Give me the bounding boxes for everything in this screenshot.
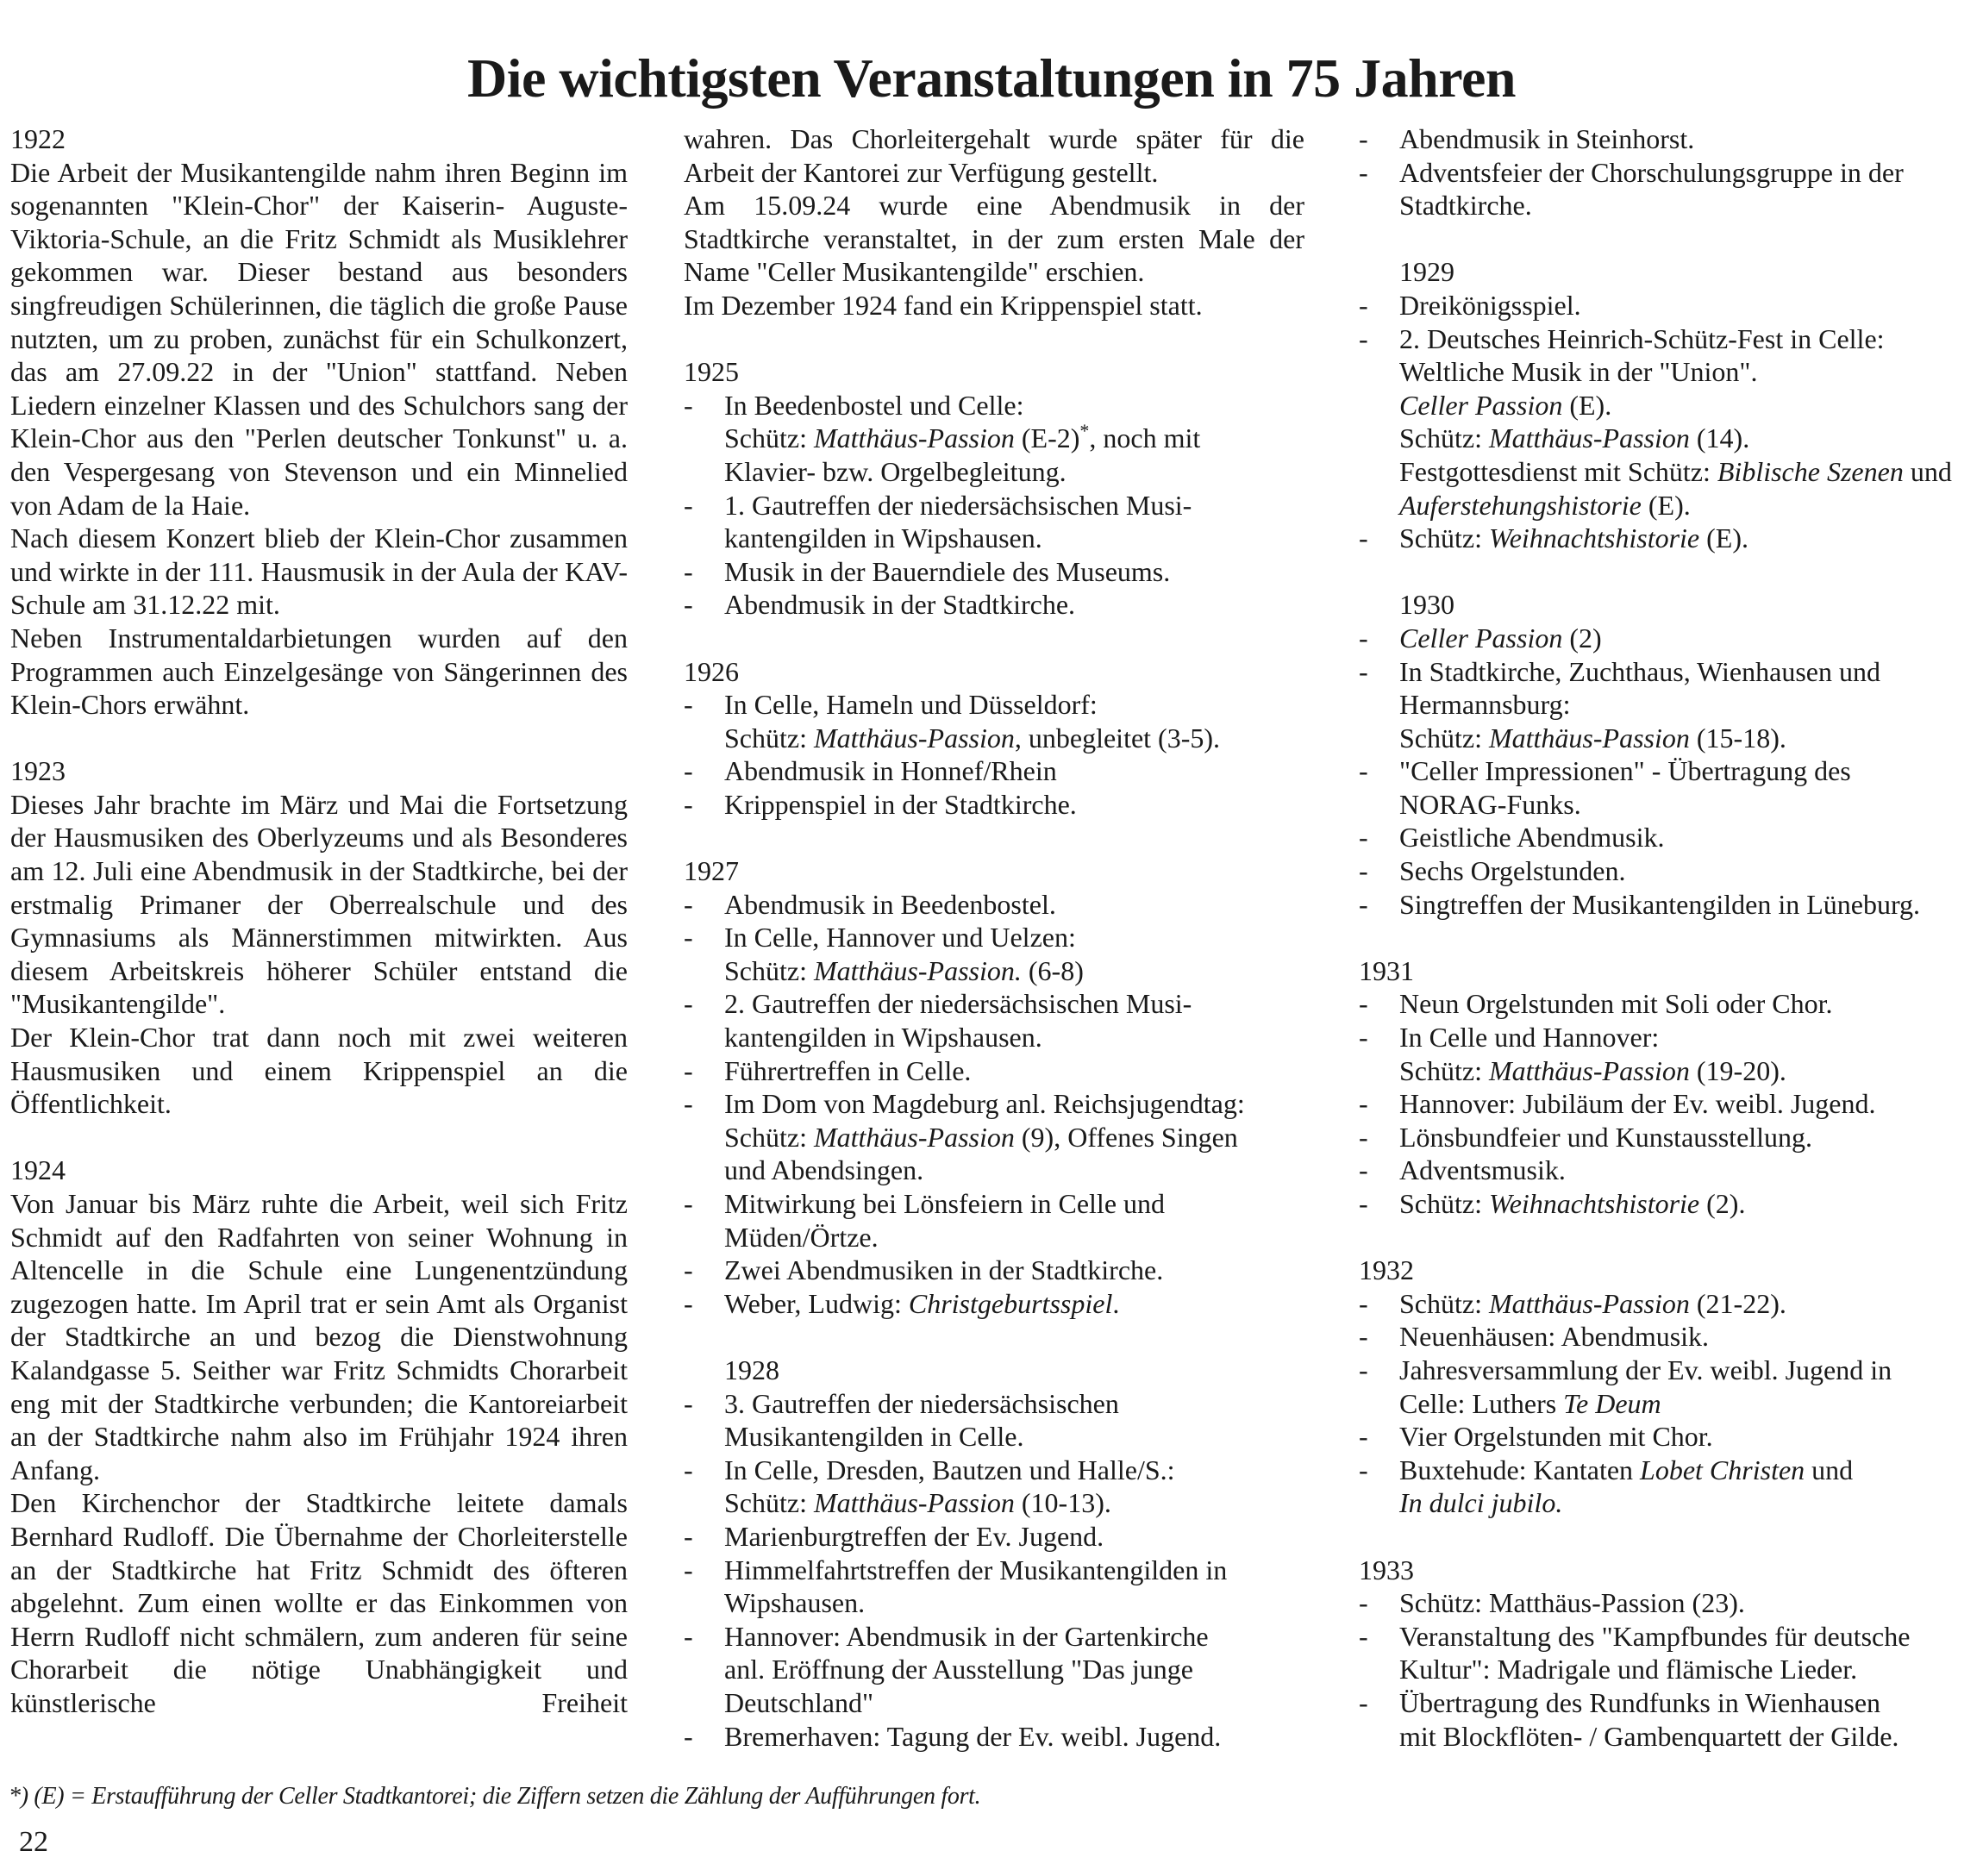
- year-heading: 1926: [684, 655, 739, 687]
- list-item: [1359, 1121, 1980, 1154]
- item-text: 2. Gautreffen der niedersächsischen Musi-: [724, 988, 1192, 1020]
- item-text: [1399, 1486, 1980, 1520]
- item-text: Hannover: Abendmusik in der Gartenkirche: [724, 1620, 1209, 1652]
- item-text: Veranstaltung des "Kampfbundes für deutsche: [1399, 1620, 1911, 1652]
- text-fragment: und: [1903, 455, 1952, 487]
- work-title: Biblische Szenen: [1717, 455, 1904, 487]
- list-item: [684, 788, 1304, 822]
- list-dash: -: [1359, 1188, 1368, 1219]
- item-text: [724, 1287, 1304, 1321]
- item-text: Musik in der Bauerndiele des Museums.: [724, 555, 1171, 587]
- item-text: anl. Eröffnung der Ausstellung "Das junge: [724, 1654, 1193, 1685]
- list-item: [1359, 1354, 1980, 1420]
- item-text: [1399, 1387, 1980, 1421]
- year-heading: 1929: [1399, 256, 1454, 288]
- item-text: In Beedenbostel und Celle:: [724, 389, 1024, 421]
- list-item: [1359, 1021, 1980, 1087]
- text-fragment: Schütz:: [724, 954, 814, 986]
- paragraph: Von Januar bis März ruhte die Arbeit, weil sich Fritz Schmidt auf den Radfahrten von seiner Wohnung in Altencelle in die Schule eine Lungenentzündung zugezogen hatte. Im April trat er sein Amt als Organist der Stadtkirche an und bezog die Dienstwohnung Kalandgasse 5. Seither war Fritz Schmidts Chorarbeit eng mit der Stadtkirche verbunden; die Kantoreiarbeit an der Stadtkirche nahm also im Frühjahr 1924 ihren Anfang.: [10, 1188, 628, 1485]
- column-left: [10, 122, 628, 1720]
- work-title: Matthäus-Passion: [813, 1121, 1015, 1153]
- text-fragment: (2): [1562, 622, 1602, 653]
- text-fragment: Schütz:: [724, 422, 814, 454]
- item-text: In Celle und Hannover:: [1399, 1022, 1660, 1054]
- text-fragment: (E).: [1641, 489, 1691, 521]
- list-dash: -: [1359, 1421, 1368, 1453]
- text-fragment: (E-2): [1014, 422, 1080, 454]
- list-dash: -: [684, 922, 693, 954]
- item-text: Adventsfeier der Chorschulungsgruppe in der: [1399, 156, 1904, 188]
- item-text: Klavier- bzw. Orgelbegleitung.: [724, 455, 1067, 487]
- item-text: Führertreffen in Celle.: [724, 1054, 972, 1086]
- item-text: Abendmusik in Honnef/Rhein: [724, 755, 1057, 787]
- list-dash: -: [684, 1720, 693, 1752]
- work-title: Weihnachtshistorie: [1488, 1188, 1700, 1219]
- text-fragment: Schütz:: [724, 722, 814, 754]
- list-item: [1359, 1287, 1980, 1321]
- paragraph: Neben Instrumentaldarbietungen wurden auf den Programmen auch Einzelgesänge von Sängerinnen des Klein-Chors erwähnt.: [10, 622, 628, 721]
- list-item: [684, 688, 1304, 754]
- page-title: Die wichtigsten Veranstaltungen in 75 Jahren: [466, 47, 1517, 109]
- list-dash: -: [684, 1520, 693, 1552]
- item-text: Dreikönigsspiel.: [1399, 289, 1581, 321]
- list-item: [1359, 655, 1980, 755]
- item-text: 1. Gautreffen der niedersächsischen Musi-: [724, 489, 1192, 521]
- list-dash: -: [1359, 322, 1368, 354]
- list-dash: -: [1359, 1354, 1368, 1385]
- list-dash: -: [684, 1088, 693, 1120]
- work-title: Lobet Christen: [1640, 1454, 1805, 1485]
- year-section-1929: [1359, 255, 1980, 554]
- year-section-1924: [10, 1154, 628, 1719]
- list-dash: -: [684, 489, 693, 521]
- list-item: [684, 888, 1304, 922]
- work-title: Matthäus-Passion.: [813, 954, 1022, 986]
- list-item: [684, 389, 1304, 489]
- item-text: Abendmusik in Beedenbostel.: [724, 888, 1056, 920]
- item-text: Zwei Abendmusiken in der Stadtkirche.: [724, 1254, 1164, 1286]
- list-dash: -: [1359, 822, 1368, 854]
- list-dash: -: [684, 788, 693, 820]
- paragraph: Dieses Jahr brachte im März und Mai die Fortsetzung der Hausmusiken des Oberlyzeums und als Besonderes am 12. Juli eine Abendmusik in der Stadtkirche, bei der erstmalig Primaner der Oberrealschule und des Gymnasiums als Männerstimmen mitwirkten. Aus diesem Arbeitskreis höherer Schüler entstand die "Musikantengilde".: [10, 788, 628, 1020]
- item-text: "Celler Impressionen" - Übertragung des: [1399, 755, 1851, 787]
- list-dash: -: [1359, 1686, 1368, 1718]
- list-item: [684, 1287, 1304, 1321]
- list-dash: -: [684, 389, 693, 421]
- list-dash: -: [1359, 1454, 1368, 1485]
- item-text: Musikantengilden in Celle.: [724, 1421, 1024, 1453]
- work-title: Matthäus-Passion: [1488, 1054, 1690, 1086]
- text-fragment: und: [1805, 1454, 1854, 1485]
- list-item: [684, 1254, 1304, 1287]
- text-fragment: Buxtehude: Kantaten: [1399, 1454, 1641, 1485]
- list-item: [1359, 754, 1980, 821]
- list-item: [1359, 1320, 1980, 1354]
- work-title: Matthäus-Passion: [1488, 1287, 1690, 1319]
- item-text: Abendmusik in Steinhorst.: [1399, 123, 1695, 154]
- work-title: Auferstehungshistorie: [1399, 489, 1642, 521]
- list-item: [684, 588, 1304, 622]
- list-dash: -: [1359, 1587, 1368, 1619]
- item-text: In Celle, Dresden, Bautzen und Halle/S.:: [724, 1454, 1175, 1485]
- list-item: [1359, 1154, 1980, 1187]
- text-fragment: Schütz:: [1399, 1287, 1489, 1319]
- item-text: Jahresversammlung der Ev. weibl. Jugend in: [1399, 1354, 1892, 1385]
- list-dash: -: [684, 1454, 693, 1485]
- list-item: [684, 1520, 1304, 1554]
- year-heading: 1931: [1359, 954, 1414, 986]
- year-heading: 1925: [684, 356, 739, 388]
- list-item: [684, 921, 1304, 987]
- text-fragment: Schütz:: [1399, 422, 1489, 454]
- item-text: kantengilden in Wipshausen.: [724, 1022, 1042, 1054]
- work-title: Matthäus-Passion: [813, 422, 1015, 454]
- list-item: [1359, 888, 1980, 922]
- item-text: [1399, 489, 1980, 522]
- column-right: [1359, 122, 1980, 1753]
- work-title: In dulci jubilo.: [1399, 1487, 1563, 1519]
- item-text: [1399, 389, 1980, 422]
- item-text: Neuenhäusen: Abendmusik.: [1399, 1321, 1710, 1353]
- year-heading: 1933: [1359, 1554, 1414, 1585]
- item-text: Vier Orgelstunden mit Chor.: [1399, 1421, 1713, 1453]
- year-section-1923: [10, 754, 628, 1121]
- list-item: [1359, 1420, 1980, 1454]
- item-text: Geistliche Abendmusik.: [1399, 822, 1665, 854]
- work-title: Te Deum: [1563, 1387, 1661, 1419]
- list-dash: -: [1359, 655, 1368, 687]
- paragraph: Den Kirchenchor der Stadtkirche leitete damals Bernhard Rudloff. Die Übernahme der Chorleiterstelle an der Stadtkirche hat Fritz Schmidt des öfteren abgelehnt. Zum einen wollte er das Einkommen von Herrn Rudloff nicht schmälern, zum anderen für seine Chorarbeit die nötige Unabhängigkeit und künstlerische Freiheit: [10, 1487, 628, 1718]
- work-title: Celler Passion: [1399, 389, 1563, 421]
- list-dash: -: [1359, 855, 1368, 887]
- list-dash: -: [1359, 1022, 1368, 1054]
- year-section-1933: [1359, 1554, 1980, 1754]
- item-text: Müden/Örtze.: [724, 1221, 879, 1253]
- list-dash: -: [1359, 1287, 1368, 1319]
- list-item: [1359, 854, 1980, 888]
- list-dash: -: [684, 1620, 693, 1652]
- text-fragment: Schütz:: [1399, 722, 1489, 754]
- year-section-1930: [1359, 588, 1980, 921]
- text-fragment: Schütz:: [1399, 1188, 1489, 1219]
- list-item: [684, 1187, 1304, 1254]
- year-heading: 1922: [10, 123, 66, 154]
- year-section-1922: [10, 122, 628, 722]
- list-item: [684, 1720, 1304, 1754]
- list-dash: -: [1359, 988, 1368, 1020]
- item-text: Übertragung des Rundfunks in Wienhausen: [1399, 1686, 1881, 1718]
- item-text: Neun Orgelstunden mit Soli oder Chor.: [1399, 988, 1833, 1020]
- list-item: [1359, 289, 1980, 322]
- list-dash: -: [1359, 1620, 1368, 1652]
- year-heading: 1930: [1399, 589, 1454, 621]
- item-text: Marienburgtreffen der Ev. Jugend.: [724, 1520, 1104, 1552]
- list-item: [1359, 156, 1980, 222]
- text-fragment: .: [1112, 1287, 1120, 1319]
- item-text: [724, 954, 1304, 988]
- list-dash: -: [1359, 755, 1368, 787]
- list-item: [684, 1087, 1304, 1187]
- list-dash: -: [1359, 1321, 1368, 1353]
- work-title: Matthäus-Passion: [813, 1487, 1015, 1519]
- list-dash: -: [1359, 522, 1368, 554]
- list-item: [1359, 322, 1980, 522]
- text-fragment: (E).: [1562, 389, 1612, 421]
- item-text: [1399, 1187, 1980, 1221]
- year-section-1927: [684, 854, 1304, 1320]
- item-text: Hermannsburg:: [1399, 689, 1571, 721]
- list-dash: -: [1359, 1088, 1368, 1120]
- paragraph: Im Dezember 1924 fand ein Krippenspiel statt.: [684, 289, 1203, 321]
- item-text: [1399, 1054, 1980, 1088]
- text-fragment: , unbegleitet (3-5).: [1014, 722, 1221, 754]
- list-dash: -: [1359, 888, 1368, 920]
- list-dash: -: [684, 1554, 693, 1585]
- item-text: In Celle, Hannover und Uelzen:: [724, 922, 1076, 954]
- page-number: 22: [19, 1826, 48, 1858]
- item-text: [1399, 722, 1980, 755]
- list-dash: -: [1359, 1121, 1368, 1153]
- item-text: [1399, 422, 1980, 455]
- year-heading: 1928: [724, 1354, 779, 1385]
- text-fragment: Celle: Luthers: [1399, 1387, 1564, 1419]
- list-dash: -: [1359, 156, 1368, 188]
- year-heading: 1927: [684, 855, 739, 887]
- work-title: Celler Passion: [1399, 622, 1563, 653]
- item-text: Abendmusik in der Stadtkirche.: [724, 589, 1076, 621]
- list-dash: -: [1359, 1154, 1368, 1186]
- item-text: Krippenspiel in der Stadtkirche.: [724, 788, 1077, 820]
- item-text: In Stadtkirche, Zuchthaus, Wienhausen und: [1399, 655, 1880, 687]
- year-heading: 1932: [1359, 1254, 1414, 1286]
- item-text: [1399, 622, 1980, 655]
- item-text: Mitwirkung bei Lönsfeiern in Celle und: [724, 1188, 1166, 1219]
- item-text: [724, 1486, 1304, 1520]
- item-text: Schütz: Matthäus-Passion (23).: [1399, 1587, 1745, 1619]
- text-fragment: , noch mit: [1089, 422, 1201, 454]
- item-text: Himmelfahrtstreffen der Musikantengilden in: [724, 1554, 1228, 1585]
- item-text: In Celle, Hameln und Düsseldorf:: [724, 689, 1098, 721]
- item-text: kantengilden in Wipshausen.: [724, 522, 1042, 554]
- item-text: Hannover: Jubiläum der Ev. weibl. Jugend.: [1399, 1088, 1876, 1120]
- text-fragment: (2).: [1699, 1188, 1746, 1219]
- item-text: und Abendsingen.: [724, 1154, 924, 1186]
- list-item: [684, 1620, 1304, 1720]
- year-heading: 1924: [10, 1154, 66, 1186]
- item-text: Wipshausen.: [724, 1587, 866, 1619]
- item-text: [1399, 1454, 1980, 1487]
- list-item: [1359, 522, 1980, 555]
- list-item: [1359, 987, 1980, 1021]
- work-title: Matthäus-Passion: [1488, 422, 1690, 454]
- list-dash: -: [684, 988, 693, 1020]
- item-text: Im Dom von Magdeburg anl. Reichsjugendtag:: [724, 1088, 1245, 1120]
- list-item: [684, 1054, 1304, 1088]
- item-text: NORAG-Funks.: [1399, 788, 1581, 820]
- item-text: Adventsmusik.: [1399, 1154, 1566, 1186]
- text-fragment: (14).: [1689, 422, 1750, 454]
- list-dash: -: [684, 1054, 693, 1086]
- list-item: [1359, 1620, 1980, 1686]
- footnote-marker: *: [1079, 420, 1090, 442]
- year-section-1931: [1359, 954, 1980, 1221]
- list-dash: -: [1359, 123, 1368, 154]
- text-fragment: Schütz:: [1399, 1054, 1489, 1086]
- paragraph: wahren. Das Chorleitergehalt wurde später für die Arbeit der Kantorei zur Verfügung gestellt.: [684, 123, 1304, 188]
- item-text: Singtreffen der Musikantengilden in Lüneburg.: [1399, 888, 1921, 920]
- list-dash: -: [1359, 289, 1368, 321]
- column-middle: [684, 122, 1304, 1753]
- list-item: [684, 1454, 1304, 1520]
- list-dash: -: [684, 1387, 693, 1419]
- text-fragment: (10-13).: [1014, 1487, 1111, 1519]
- year-section-1928-continued: [1359, 122, 1980, 222]
- text-fragment: (19-20).: [1689, 1054, 1786, 1086]
- text-fragment: Festgottesdienst mit Schütz:: [1399, 455, 1717, 487]
- paragraph: Nach diesem Konzert blieb der Klein-Chor zusammen und wirkte in der 111. Hausmusik in der Aula der KAV-Schule am 31.12.22 mit.: [10, 522, 628, 621]
- list-dash: -: [684, 555, 693, 587]
- list-dash: -: [684, 689, 693, 721]
- text-fragment: Schütz:: [724, 1121, 814, 1153]
- text-fragment: Weber, Ludwig:: [724, 1287, 909, 1319]
- year-section-1925: [684, 355, 1304, 622]
- list-item: [1359, 1087, 1980, 1121]
- item-text: Deutschland": [724, 1686, 874, 1718]
- text-fragment: (21-22).: [1689, 1287, 1786, 1319]
- list-item: [1359, 1586, 1980, 1620]
- item-text: Lönsbundfeier und Kunstausstellung.: [1399, 1121, 1813, 1153]
- list-item: [1359, 821, 1980, 854]
- year-section-1928: [684, 1354, 1304, 1753]
- text-fragment: Schütz:: [1399, 522, 1489, 554]
- text-fragment: (15-18).: [1689, 722, 1786, 754]
- item-text: 3. Gautreffen der niedersächsischen: [724, 1387, 1119, 1419]
- item-text: 2. Deutsches Heinrich-Schütz-Fest in Celle:: [1399, 322, 1885, 354]
- year-section-1926: [684, 655, 1304, 822]
- list-item: [684, 1387, 1304, 1454]
- text-fragment: (9), Offenes Singen: [1014, 1121, 1238, 1153]
- list-item: [684, 555, 1304, 589]
- list-dash: -: [684, 1254, 693, 1286]
- list-item: [1359, 122, 1980, 156]
- list-item: [684, 1554, 1304, 1620]
- item-text: Kultur": Madrigale und flämische Lieder.: [1399, 1654, 1858, 1685]
- item-text: [724, 722, 1304, 755]
- list-item: [1359, 1454, 1980, 1520]
- list-dash: -: [684, 888, 693, 920]
- item-text: Weltliche Musik in der "Union".: [1399, 356, 1758, 388]
- list-dash: -: [684, 1287, 693, 1319]
- paragraph: Am 15.09.24 wurde eine Abendmusik in der Stadtkirche veranstaltet, in der zum ersten Male der Name "Celler Musikantengilde" erschien.: [684, 190, 1304, 288]
- year-section-1932: [1359, 1254, 1980, 1520]
- list-item: [684, 987, 1304, 1054]
- list-dash: -: [684, 1188, 693, 1219]
- item-text: mit Blockflöten- / Gambenquartett der Gilde.: [1399, 1720, 1899, 1752]
- work-title: Christgeburtsspiel: [908, 1287, 1113, 1319]
- work-title: Matthäus-Passion: [1488, 722, 1690, 754]
- text-fragment: (6-8): [1021, 954, 1084, 986]
- text-fragment: Schütz:: [724, 1487, 814, 1519]
- item-text: [1399, 455, 1980, 489]
- item-text: [724, 422, 1304, 455]
- item-text: [724, 1121, 1304, 1154]
- item-text: Sechs Orgelstunden.: [1399, 855, 1626, 887]
- list-item: [1359, 1187, 1980, 1221]
- list-dash: -: [684, 589, 693, 621]
- footnote: *) (E) = Erstaufführung der Celler Stadtkantorei; die Ziffern setzen die Zählung der Aufführungen fort.: [9, 1783, 981, 1810]
- paragraph: Der Klein-Chor trat dann noch mit zwei weiteren Hausmusiken und einem Krippenspiel an die Öffentlichkeit.: [10, 1022, 628, 1120]
- item-text: Stadtkirche.: [1399, 190, 1532, 222]
- item-text: Bremerhaven: Tagung der Ev. weibl. Jugend.: [724, 1720, 1222, 1752]
- item-text: [1399, 522, 1980, 555]
- list-dash: -: [1359, 622, 1368, 653]
- list-item: [684, 489, 1304, 555]
- list-item: [684, 754, 1304, 788]
- work-title: Weihnachtshistorie: [1488, 522, 1700, 554]
- work-title: Matthäus-Passion: [813, 722, 1015, 754]
- year-section-1924-continued: [684, 122, 1304, 322]
- text-fragment: (E).: [1699, 522, 1748, 554]
- paragraph: Die Arbeit der Musikantengilde nahm ihren Beginn im sogenannten "Klein-Chor" der Kaiserin- Auguste-Viktoria-Schule, an die Fritz Schmidt als Musiklehrer gekommen war. Dieser bestand aus besonders singfreudigen Schülerinnen, die täglich die große Pause nutzten, um zu proben, zunächst für ein Schulkonzert, das am 27.09.22 in der "Union" stattfand. Neben Liedern einzelner Klassen und des Schulchors sang der Klein-Chor aus den "Perlen deutscher Tonkunst" u. a. den Vespergesang von Stevenson und ein Minnelied von Adam de la Haie.: [10, 156, 628, 521]
- item-text: [1399, 1287, 1980, 1321]
- list-item: [1359, 622, 1980, 655]
- list-item: [1359, 1686, 1980, 1753]
- list-dash: -: [684, 755, 693, 787]
- year-heading: 1923: [10, 755, 66, 787]
